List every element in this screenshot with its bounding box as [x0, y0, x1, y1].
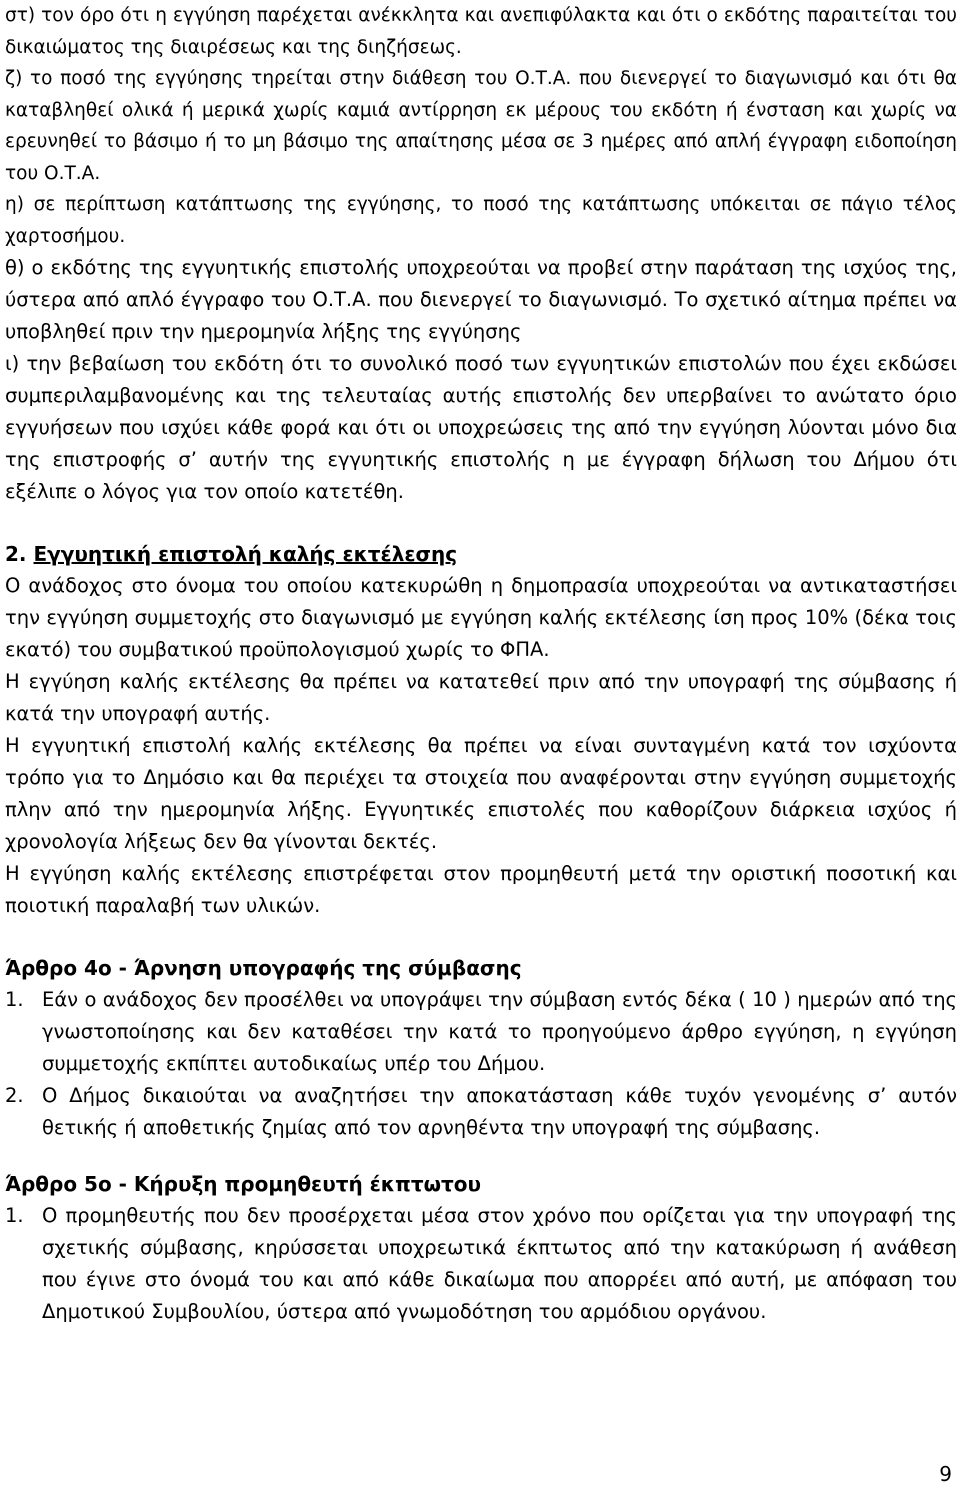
article-5-list: [5, 1200, 957, 1328]
section-2-heading: [5, 538, 957, 570]
clause-st: στ) τον όρο ότι η εγγύηση παρέχεται ανέκκλητα και ανεπιφύλακτα και ότι ο εκδότης παραιτείται του δικαιώματος της διαιρέσεως και της διηζήσεως.: [5, 5, 957, 58]
clause-z: ζ) το ποσό της εγγύησης τηρείται στην διάθεση του Ο.Τ.Α. που διενεργεί το διαγωνισμό και ότι θα καταβληθεί ολικά ή μερικά χωρίς καμιά αντίρρηση εκ μέρους του εκδότη ή ένσταση και χωρίς να ερευνηθεί το βάσιμο ή το μη βάσιμο της απαίτησης μέσα σε 3 ημέρες από απλή έγγραφη ειδοποίηση του Ο.Τ.Α.: [5, 68, 957, 184]
page-number: 9: [939, 1462, 952, 1486]
section-2-paragraph: Ο ανάδοχος στο όνομα του οποίου κατεκυρώθη η δημοπρασία υποχρεούται να αντικαταστήσει την εγγύηση συμμετοχής στο διαγωνισμό με εγγύηση καλής εκτέλεσης ίση προς 10% (δέκα τοις εκατό) του συμβατικού προϋπολογισμού χωρίς το ΦΠΑ.: [5, 574, 957, 661]
clause-th: θ) ο εκδότης της εγγυητικής επιστολής υποχρεούται να προβεί στην παράταση της ισχύος της, ύστερα από απλό έγγραφο του Ο.Τ.Α. που διενεργεί το διαγωνισμό. Το σχετικό αίτημα πρέπει να υποβληθεί πριν την ημερομηνία λήξης της εγγύησης: [5, 256, 957, 343]
list-item-text: Ο Δήμος δικαιούται να αναζητήσει την αποκατάσταση κάθε τυχόν γενομένης σ’ αυτόν θετικής ή αποθετικής ζημίας από τον αρνηθέντα την υπογραφή της σύμβασης.: [42, 1084, 957, 1139]
section-2-paragraph: Η εγγύηση καλής εκτέλεσης θα πρέπει να κατατεθεί πριν από την υπογραφή της σύμβασης ή κατά την υπογραφή αυτής.: [5, 670, 957, 725]
list-item: [5, 1200, 957, 1328]
article-5-heading: Άρθρο 5ο - Κήρυξη προμηθευτή έκπτωτου: [5, 1172, 481, 1196]
section-2-paragraph: Η εγγύηση καλής εκτέλεσης επιστρέφεται στον προμηθευτή μετά την οριστική ποσοτική και ποιοτική παραλαβή των υλικών.: [5, 862, 957, 917]
list-item: [5, 984, 957, 1080]
list-item: [5, 1080, 957, 1144]
list-item-number: 2.: [5, 1084, 24, 1107]
list-item-text: Εάν ο ανάδοχος δεν προσέλθει να υπογράψει την σύμβαση εντός δέκα ( 10 ) ημερών από της γνωστοποίησης και δεν καταθέσει την κατά το προηγούμενο άρθρο εγγύηση, η εγγύηση συμμετοχής εκπίπτει αυτοδικαίως υπέρ του Δήμου.: [42, 988, 957, 1075]
clause-i: η) σε περίπτωση κατάπτωσης της εγγύησης, το ποσό της κατάπτωσης υπόκειται σε πάγιο τέλος χαρτοσήμου.: [5, 194, 957, 247]
clause-iota: ι) την βεβαίωση του εκδότη ότι το συνολικό ποσό των εγγυητικών επιστολών που έχει εκδώσει συμπεριλαμβανομένης και της τελευταίας αυτής επιστολής δεν υπερβαίνει το ανώτατο όριο εγγυήσεων που ισχύει κάθε φορά και ότι οι υποχρεώσεις της από την εγγύηση λύονται μόνο δια της επιστροφής σ’ αυτήν της εγγυητικής επιστολής η με έγγραφη δήλωση του Δήμου ότι εξέλιπε ο λόγος για τον οποίο κατετέθη.: [5, 352, 957, 503]
section-2-title: Εγγυητική επιστολή καλής εκτέλεσης: [33, 542, 458, 566]
list-item-number: 1.: [5, 1204, 24, 1227]
list-item-text: Ο προμηθευτής που δεν προσέρχεται μέσα στον χρόνο που ορίζεται για την υπογραφή της σχετικής σύμβασης, κηρύσσεται υποχρεωτικά έκπτωτος από την κατακύρωση ή ανάθεση που έγινε στο όνομά του και από κάθε δικαίωμα που απορρέει από αυτή, με απόφαση του Δημοτικού Συμβουλίου, ύστερα από γνωμοδότηση του αρμόδιου οργάνου.: [42, 1204, 957, 1323]
article-4-list: [5, 984, 957, 1144]
section-2-number: 2.: [5, 542, 27, 566]
section-2-paragraph: Η εγγυητική επιστολή καλής εκτέλεσης θα πρέπει να είναι συνταγμένη κατά τον ισχύοντα τρόπο για το Δημόσιο και θα περιέχει τα στοιχεία που αναφέρονται στην εγγύηση συμμετοχής πλην από την ημερομηνία λήξης. Εγγυητικές επιστολές που καθορίζουν διάρκεια ισχύος ή χρονολογία λήξεως δεν θα γίνονται δεκτές.: [5, 734, 957, 853]
list-item-number: 1.: [5, 988, 24, 1011]
document-page: [5, 0, 957, 1328]
article-4-heading: Άρθρο 4ο - Άρνηση υπογραφής της σύμβασης: [5, 956, 522, 980]
